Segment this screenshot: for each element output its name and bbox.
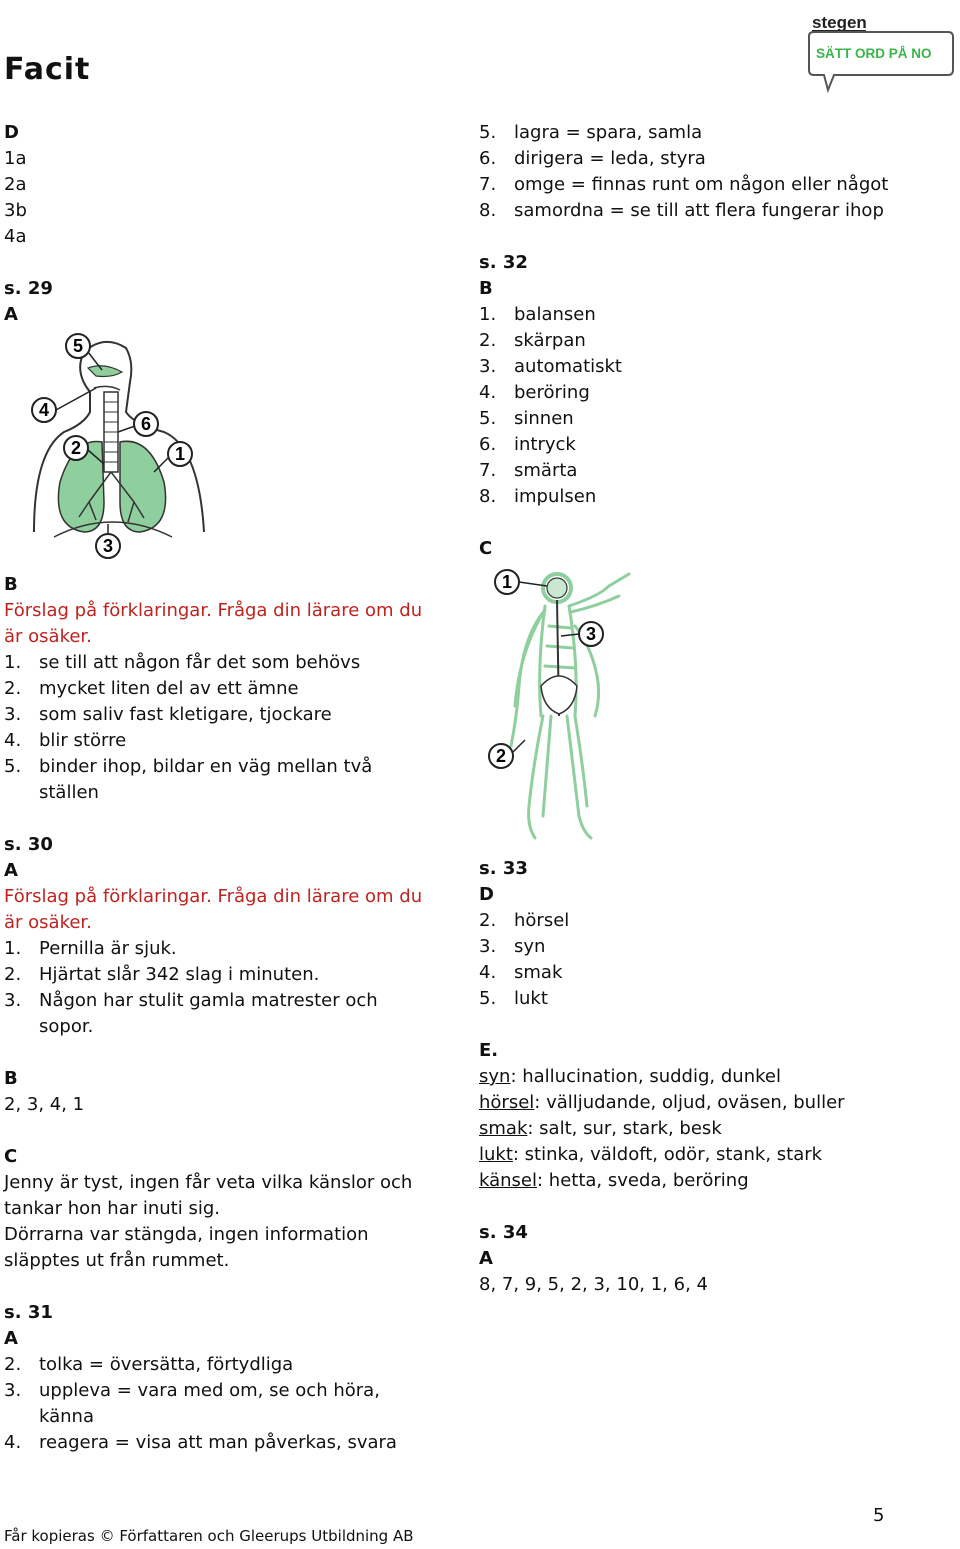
lungs-label-5: 5 <box>72 336 84 356</box>
lungs-label-3: 3 <box>102 536 114 556</box>
section-d-heading: D <box>4 122 19 143</box>
logo-top-text: stegen <box>812 13 867 32</box>
respiratory-system-diagram <box>4 332 424 568</box>
list-item: 5. lagra = spara, samla <box>479 122 703 143</box>
list-item: 3. syn <box>479 936 546 957</box>
list-item: 3. som saliv fast kletigare, tjockare <box>4 704 332 725</box>
d-answer-1: 1a <box>4 148 27 169</box>
list-item: 1. balansen <box>479 304 596 325</box>
left-column <box>4 120 424 1456</box>
page-33-heading: s. 33 <box>479 858 528 879</box>
page-34-heading: s. 34 <box>479 1222 528 1243</box>
list-item: 2. tolka = översätta, förtydliga <box>4 1354 294 1375</box>
s29-b-heading: B <box>4 574 18 595</box>
nervous-system-diagram <box>479 566 949 848</box>
list-item: 2. Hjärtat slår 342 slag i minuten. <box>4 964 320 985</box>
lungs-label-4: 4 <box>38 400 50 420</box>
page-30-heading: s. 30 <box>4 834 53 855</box>
page-31-heading: s. 31 <box>4 1302 53 1323</box>
list-item: syn: hallucination, suddig, dunkel <box>479 1066 781 1087</box>
s31-a-heading: A <box>4 1328 18 1349</box>
list-item: 6. intryck <box>479 434 576 455</box>
list-item: 3. Någon har stulit gamla matrester och sopor. <box>4 990 378 1037</box>
nerves-label-1: 1 <box>501 572 513 592</box>
lungs-label-1: 1 <box>174 444 186 464</box>
list-item: 7. smärta <box>479 460 578 481</box>
s30-a-list <box>4 936 424 1040</box>
s33-e-heading: E. <box>479 1040 499 1061</box>
s30-b-answer: 2, 3, 4, 1 <box>4 1094 85 1115</box>
s34-a-answer: 8, 7, 9, 5, 2, 3, 10, 1, 6, 4 <box>479 1274 708 1295</box>
s32-c-heading: C <box>479 538 493 559</box>
s31-a-list <box>4 1352 424 1456</box>
nerves-label-3: 3 <box>585 624 597 644</box>
list-item: 6. dirigera = leda, styra <box>479 148 706 169</box>
s30-c-heading: C <box>4 1146 18 1167</box>
d-answer-3: 3b <box>4 200 27 221</box>
s34-a-heading: A <box>479 1248 493 1269</box>
d-answer-4: 4a <box>4 226 27 247</box>
list-item: lukt: stinka, väldoft, odör, stank, stark <box>479 1144 823 1165</box>
list-item: smak: salt, sur, stark, besk <box>479 1118 722 1139</box>
page-number: 5 <box>873 1505 885 1526</box>
list-item: 1. Pernilla är sjuk. <box>4 938 177 959</box>
s30-a-heading: A <box>4 860 18 881</box>
logo-main-text: SÄTT ORD PÅ NO <box>816 46 932 61</box>
list-item: 3. automatiskt <box>479 356 622 377</box>
list-item: 3. uppleva = vara med om, se och höra, känna <box>4 1380 380 1427</box>
s29-a-heading: A <box>4 304 18 325</box>
list-item: 2. hörsel <box>479 910 570 931</box>
page-title: Facit <box>4 52 91 87</box>
s31-a-list-continued <box>479 120 949 224</box>
lungs-label-6: 6 <box>140 414 152 434</box>
d-answer-2: 2a <box>4 174 27 195</box>
list-item: 5. sinnen <box>479 408 574 429</box>
right-column <box>479 120 949 852</box>
list-item: 5. binder ihop, bildar en väg mellan två ställen <box>4 756 373 803</box>
s33-d-list <box>479 908 949 1012</box>
s30-c-answer-2: Dörrarna var stängda, ingen information släpptes ut från rummet. <box>4 1224 369 1271</box>
list-item: 1. se till att någon får det som behövs <box>4 652 361 673</box>
s29-b-note: Förslag på förklaringar. Fråga din lärare om du är osäker. <box>4 600 423 647</box>
list-item: 4. blir större <box>4 730 127 751</box>
list-item: hörsel: välljudande, oljud, oväsen, buller <box>479 1092 845 1113</box>
list-item: 7. omge = finnas runt om någon eller något <box>479 174 889 195</box>
list-item: 4. reagera = visa att man påverkas, svara <box>4 1432 397 1453</box>
list-item: 4. beröring <box>479 382 590 403</box>
page-29-heading: s. 29 <box>4 278 53 299</box>
s32-b-list <box>479 302 949 510</box>
list-item: 5. lukt <box>479 988 548 1009</box>
list-item: 2. mycket liten del av ett ämne <box>4 678 299 699</box>
list-item: 4. smak <box>479 962 563 983</box>
list-item: 2. skärpan <box>479 330 586 351</box>
page-32-heading: s. 32 <box>479 252 528 273</box>
lungs-label-2: 2 <box>70 438 82 458</box>
right-column-lower <box>479 856 949 1298</box>
s29-b-list <box>4 650 424 806</box>
list-item: känsel: hetta, sveda, beröring <box>479 1170 749 1191</box>
list-item: 8. samordna = se till att flera fungerar ihop <box>479 200 884 221</box>
s32-b-heading: B <box>479 278 493 299</box>
stegen-logo <box>806 4 956 94</box>
s30-b-heading: B <box>4 1068 18 1089</box>
footer-copyright: Får kopieras © Författaren och Gleerups Utbildning AB <box>4 1527 414 1545</box>
s30-a-note: Förslag på förklaringar. Fråga din lärare om du är osäker. <box>4 886 423 933</box>
nerves-label-2: 2 <box>495 746 507 766</box>
s33-d-heading: D <box>479 884 494 905</box>
list-item: 8. impulsen <box>479 486 597 507</box>
s30-c-answer-1: Jenny är tyst, ingen får veta vilka känslor och tankar hon har inuti sig. <box>4 1172 413 1219</box>
